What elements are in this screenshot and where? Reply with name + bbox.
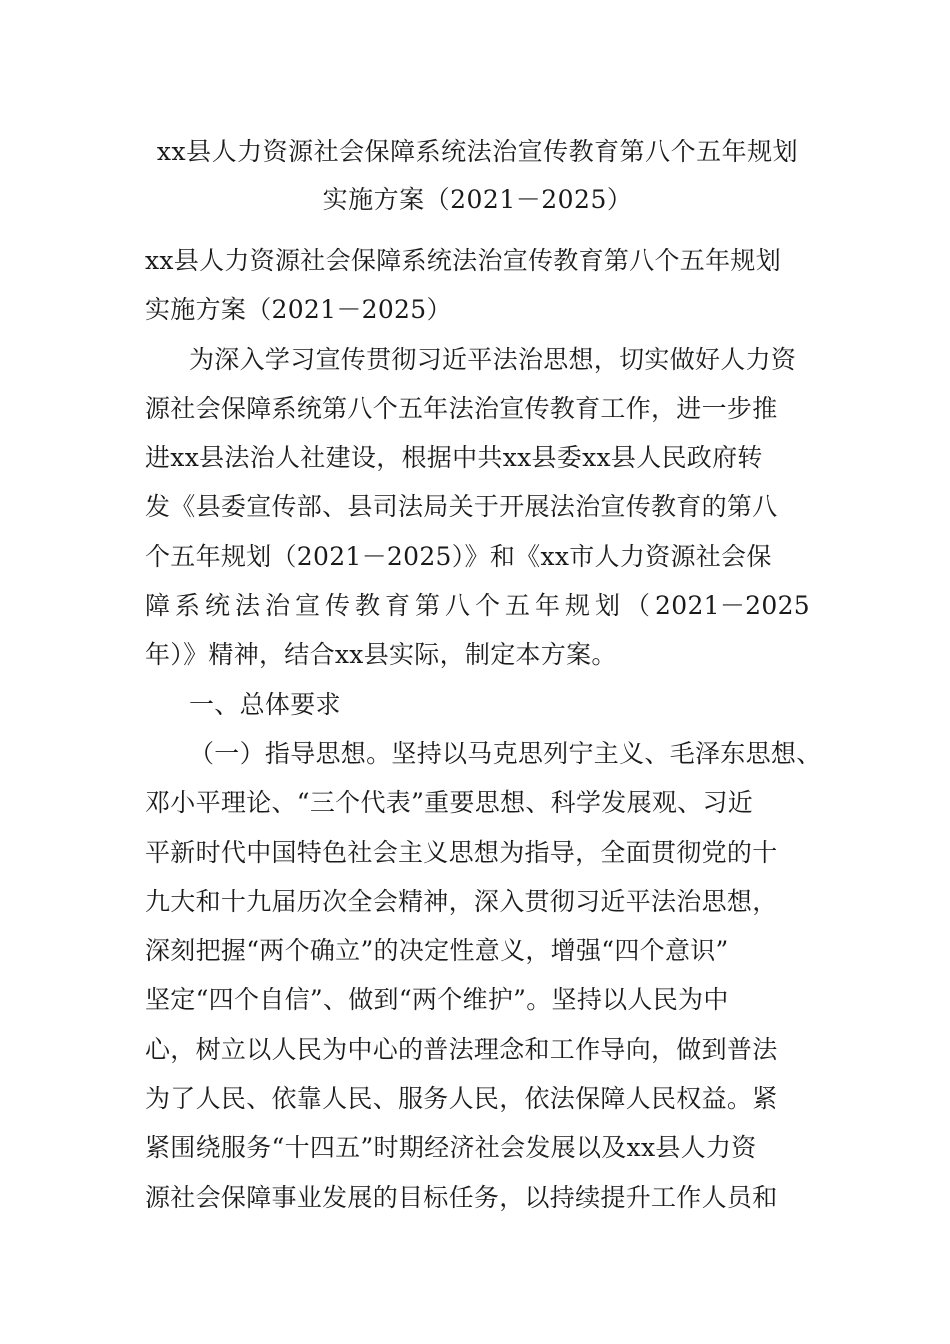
paragraph-line: 紧围绕服务“十四五”时期经济社会发展以及xx县人力资 [145,1133,757,1163]
paragraph-line: 为了人民、依靠人民、服务人民，依法保障人民权益。紧 [145,1084,778,1114]
paragraph-line: 坚定“四个自信”、做到“两个维护”。坚持以人民为中 [145,985,729,1015]
paragraph-line: 发《县委宣传部、县司法局关于开展法治宣传教育的第八 [145,492,778,522]
paragraph-line: 邓小平理论、“三个代表”重要思想、科学发展观、习近 [145,788,754,818]
paragraph-line: 源社会保障事业发展的目标任务，以持续提升工作人员和 [145,1182,778,1212]
paragraph-line: 心，树立以人民为中心的普法理念和工作导向，做到普法 [145,1034,778,1064]
paragraph-line: 个五年规划（2021－2025）》和《xx市人力资源社会保 [145,541,772,571]
paragraph-line: 为深入学习宣传贯彻习近平法治思想，切实做好人力资 [189,344,797,374]
paragraph-line: 进xx县法治人社建设，根据中共xx县委xx县人民政府转 [145,443,763,473]
paragraph-line: 深刻把握“两个确立”的决定性意义，增强“四个意识” [145,936,729,966]
subtitle-line-1: xx县人力资源社会保障系统法治宣传教育第八个五年规划 [145,246,782,275]
paragraph-line: 平新时代中国特色社会主义思想为指导，全面贯彻党的十 [145,837,778,867]
title-line-2: 实施方案（2021－2025） [322,185,633,214]
paragraph-line: 障系统法治宣传教育第八个五年规划（2021－2025 [145,591,810,621]
title-line-1: xx县人力资源社会保障系统法治宣传教育第八个五年规划 [156,137,799,166]
paragraph-line: 年）》精神，结合xx县实际，制定本方案。 [145,640,617,670]
subtitle-line-2: 实施方案（2021－2025） [145,295,452,325]
paragraph-line: 源社会保障系统第八个五年法治宣传教育工作，进一步推 [145,393,778,423]
paragraph-line: （一）指导思想。坚持以马克思列宁主义、毛泽东思想、 [189,738,822,768]
section-heading: 一、总体要求 [189,689,341,719]
document-body [145,236,822,1222]
document-title [145,128,810,224]
paragraph-line: 九大和十九届历次全会精神，深入贯彻习近平法治思想， [145,886,778,916]
